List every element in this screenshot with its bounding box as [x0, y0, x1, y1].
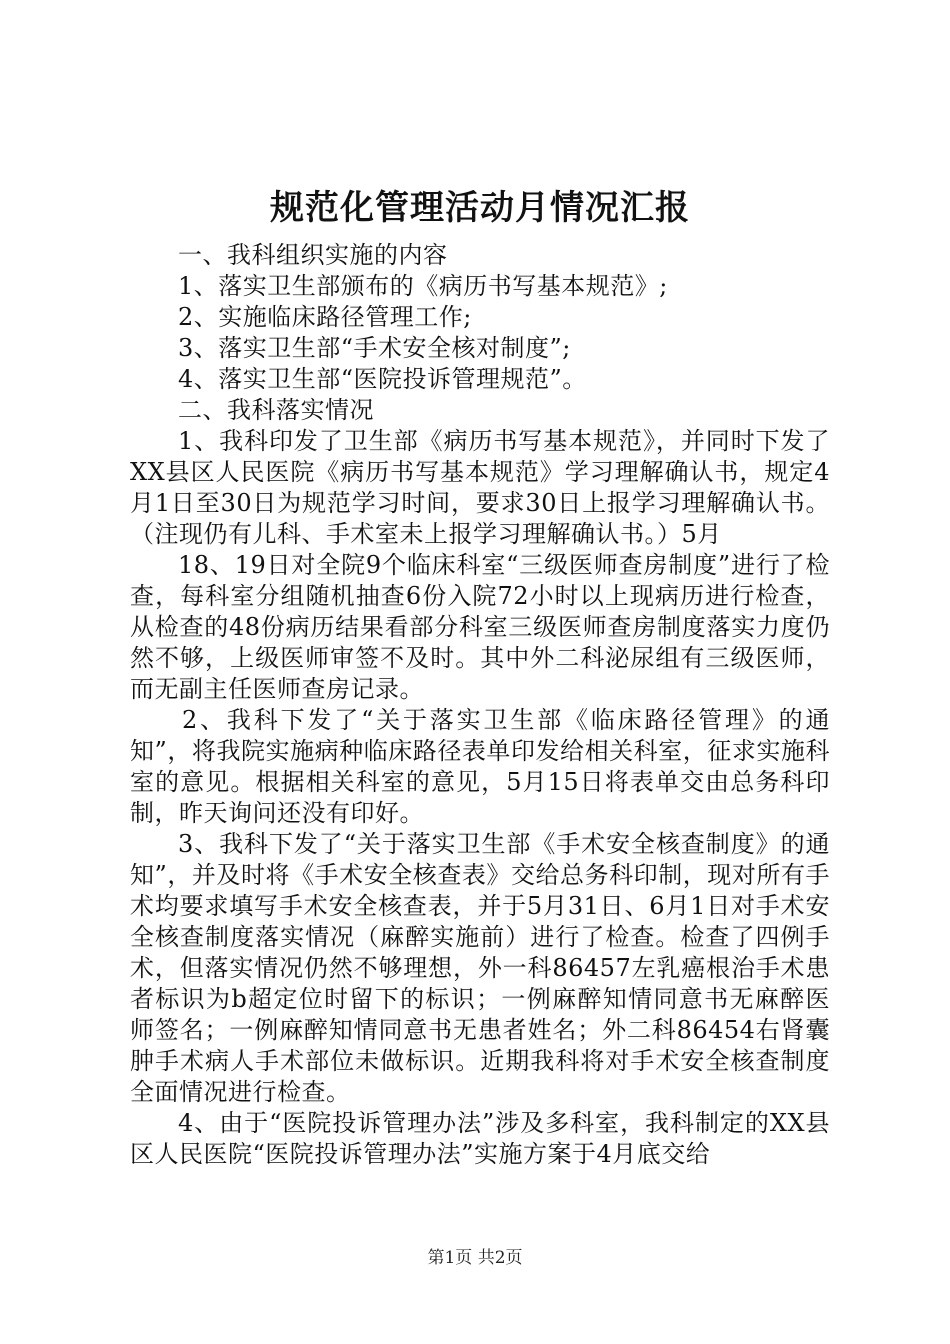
- body-paragraph-5: 4、由于“医院投诉管理办法”涉及多科室，我科制定的XX县区人民医院“医院投诉管理办法”实施方案于4月底交给: [130, 1109, 830, 1168]
- body-paragraph-1: 1、我科印发了卫生部《病历书写基本规范》，并同时下发了XX县区人民医院《病历书写基本规范》学习理解确认书，规定4月1日至30日为规范学习时间，要求30日上报学习理解确认书。（注现仍有儿科、手术室未上报学习理解确认书。）5月: [130, 427, 830, 548]
- document-title: 规范化管理活动月情况汇报: [270, 188, 690, 228]
- list-item-2: 2、实施临床路径管理工作;: [178, 303, 472, 331]
- body-paragraph-2: 18、19日对全院9个临床科室“三级医师查房制度”进行了检查，每科室分组随机抽查6份入院72小时以上现病历进行检查，从检查的48份病历结果看部分科室三级医师查房制度落实力度仍然不够，上级医师审签不及时。其中外二科泌尿组有三级医师，而无副主任医师查房记录。: [130, 551, 830, 703]
- page-footer: 第1页 共2页: [427, 1248, 523, 1268]
- body-paragraph-3: 2、我科下发了“关于落实卫生部《临床路径管理》的通知”，将我院实施病种临床路径表单印发给相关科室，征求实施科室的意见。根据相关科室的意见，5月15日将表单交由总务科印制，昨天询问还没有印好。: [130, 706, 830, 827]
- body-paragraph-4: 3、我科下发了“关于落实卫生部《手术安全核查制度》的通知”，并及时将《手术安全核查表》交给总务科印制，现对所有手术均要求填写手术安全核查表，并于5月31日、6月1日对手术安全核查制度落实情况（麻醉实施前）进行了检查。检查了四例手术，但落实情况仍然不够理想，外一科86457左乳癌根治手术患者标识为b超定位时留下的标识；一例麻醉知情同意书无麻醉医师签名；一例麻醉知情同意书无患者姓名；外二科86454右肾囊肿手术病人手术部位未做标识。近期我科将对手术安全核查制度全面情况进行检查。: [130, 830, 830, 1106]
- list-item-4: 4、落实卫生部“医院投诉管理规范”。: [178, 365, 587, 393]
- section-heading-2: 二、我科落实情况: [178, 396, 374, 424]
- list-item-3: 3、落实卫生部“手术安全核对制度”;: [178, 334, 571, 362]
- section-heading-1: 一、我科组织实施的内容: [178, 241, 448, 269]
- list-item-1: 1、落实卫生部颁布的《病历书写基本规范》;: [178, 272, 668, 300]
- document-page: [130, 178, 830, 1170]
